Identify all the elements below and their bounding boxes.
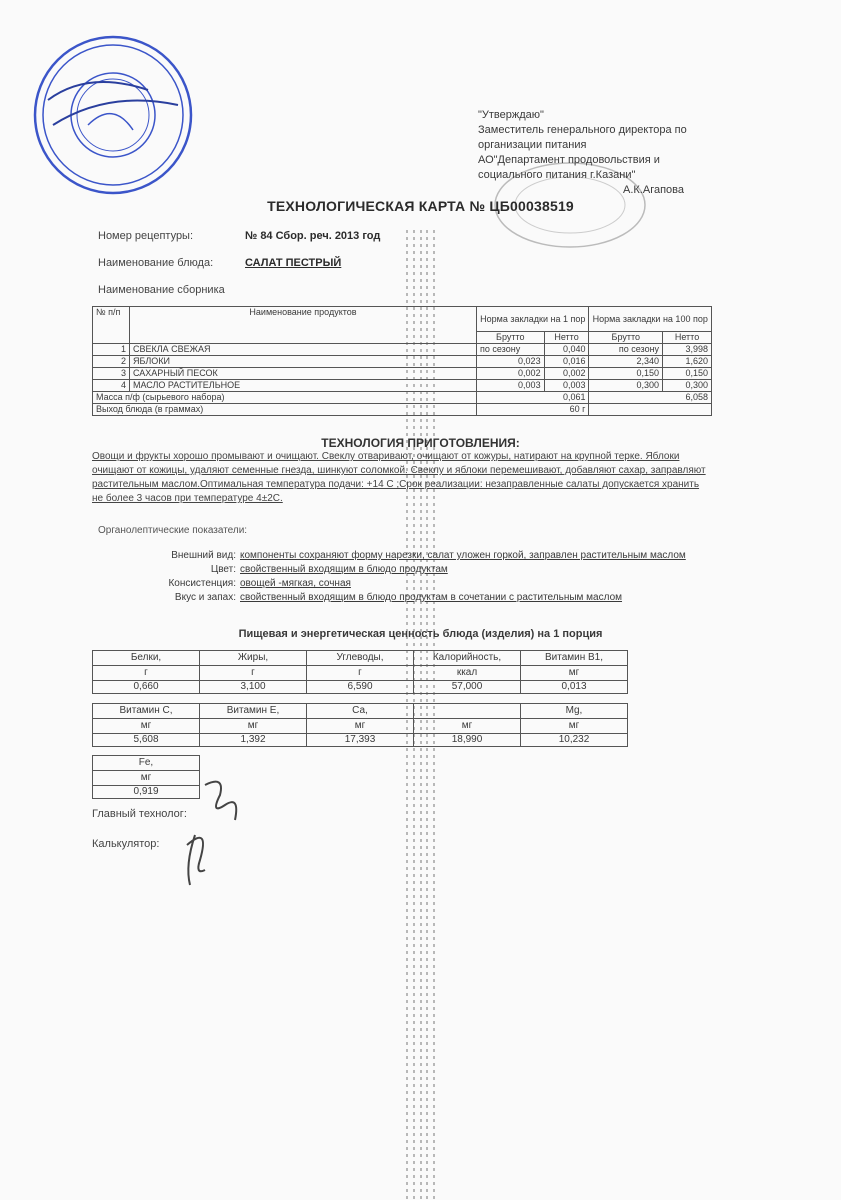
nutrition-table-1 xyxy=(92,650,628,694)
recipe-number-value: № 84 Сбор. реч. 2013 год xyxy=(245,230,381,242)
header-netto-1: Нетто xyxy=(544,332,589,344)
nutrition-table-2 xyxy=(92,703,628,747)
technology-text: Овощи и фрукты хорошо промывают и очищают. Свеклу отваривают, очищают от кожуры, натирают на крупной терке. Яблоки очищают от кожицы, удаляют семенные гнезда, шинкуют соломкой. Свеклу и яблоки перемешивают, добавляют сахар, заправляют растительным маслом.Оптимальная температура подачи: +14 С ;Срок реализации: незаправленные салаты допускается хранить не более 3 часов при температуре 4±2С. xyxy=(92,451,706,504)
nutrient-value: 1,392 xyxy=(200,734,307,747)
calculator-label: Калькулятор: xyxy=(92,838,160,850)
nutrient-value: 10,232 xyxy=(521,734,628,747)
nutrient-unit: мг xyxy=(521,719,628,734)
nutrient-value: 0,660 xyxy=(93,681,200,694)
header-brutto-100: Брутто xyxy=(589,332,663,344)
header-norm-100: Норма закладки на 100 пор xyxy=(589,307,712,332)
organoleptic-label: Органолептические показатели: xyxy=(98,525,248,536)
table-row: 4 МАСЛО РАСТИТЕЛЬНОЕ 0,003 0,003 0,300 0,300 xyxy=(93,380,712,392)
nutrient-name: Калорийность, xyxy=(414,651,521,666)
nutrient-value: 5,608 xyxy=(93,734,200,747)
nutrient-unit: мг xyxy=(93,719,200,734)
nutrient-unit: мг xyxy=(414,719,521,734)
nutrient-value: 17,393 xyxy=(307,734,414,747)
nutrient-name: Витамин Е, xyxy=(200,704,307,719)
approval-signer: А.К.Агапова xyxy=(623,184,684,196)
nutrient-unit: мг xyxy=(200,719,307,734)
nutrient-name: Fe, xyxy=(93,756,200,771)
nutrient-name: Са, xyxy=(307,704,414,719)
recipe-number-label: Номер рецептуры: xyxy=(98,230,194,242)
nutrient-unit: г xyxy=(93,666,200,681)
round-seal-stamp xyxy=(28,30,198,200)
chief-technologist-label: Главный технолог: xyxy=(92,808,187,820)
nutrient-name: Mg, xyxy=(521,704,628,719)
nutrient-unit: ккал xyxy=(414,666,521,681)
nutrient-name: Углеводы, xyxy=(307,651,414,666)
header-num: № п/п xyxy=(93,307,130,344)
approval-line-3: организации питания xyxy=(478,139,587,151)
nutrient-name xyxy=(414,704,521,719)
nutrient-name: Витамин В1, xyxy=(521,651,628,666)
table-row: 2 ЯБЛОКИ 0,023 0,016 2,340 1,620 xyxy=(93,356,712,368)
approval-block xyxy=(478,108,728,198)
list-item: Консистенция: овощей -мягкая, сочная xyxy=(168,578,351,589)
mass-row: Масса п/ф (сырьевого набора) 0,061 6,058 xyxy=(93,392,712,404)
nutrient-unit: мг xyxy=(93,771,200,786)
list-item: Вкус и запах: свойственный входящим в блюдо продуктам в сочетании с растительным маслом xyxy=(174,592,623,603)
header-netto-100: Нетто xyxy=(663,332,712,344)
nutrient-unit: г xyxy=(307,666,414,681)
list-item: Цвет: свойственный входящим в блюдо продуктам xyxy=(210,564,448,575)
nutrient-unit: мг xyxy=(307,719,414,734)
nutrient-name: Витамин С, xyxy=(93,704,200,719)
nutrient-unit: мг xyxy=(521,666,628,681)
organoleptic-list xyxy=(100,549,715,605)
dish-name-value: САЛАТ ПЕСТРЫЙ xyxy=(245,257,342,269)
nutrient-value: 0,013 xyxy=(521,681,628,694)
approval-line-5: социального питания г.Казани" xyxy=(478,169,636,181)
yield-row: Выход блюда (в граммах) 60 г xyxy=(93,404,712,416)
nutrient-value: 3,100 xyxy=(200,681,307,694)
nutrient-value: 18,990 xyxy=(414,734,521,747)
header-norm-1: Норма закладки на 1 пор xyxy=(477,307,589,332)
table-row: 1 СВЕКЛА СВЕЖАЯ по сезону 0,040 по сезону 3,998 xyxy=(93,344,712,356)
nutrition-title: Пищевая и энергетическая ценность блюда (изделия) на 1 порция xyxy=(238,628,603,640)
nutrient-name: Белки, xyxy=(93,651,200,666)
dish-name-label: Наименование блюда: xyxy=(98,257,214,269)
nutrient-unit: г xyxy=(200,666,307,681)
ingredients-table xyxy=(92,306,712,416)
approval-line-2: Заместитель генерального директора по xyxy=(478,124,687,136)
list-item: Внешний вид: компоненты сохраняют форму нарезки, салат уложен горкой, заправлен растительным маслом xyxy=(171,550,686,561)
document-title: ТЕХНОЛОГИЧЕСКАЯ КАРТА № ЦБ00038519 xyxy=(267,198,574,214)
nutrient-value: 0,919 xyxy=(93,786,200,799)
approval-line-4: АО"Департамент продовольствия и xyxy=(478,154,660,166)
collection-label: Наименование сборника xyxy=(98,284,225,296)
nutrient-value: 57,000 xyxy=(414,681,521,694)
handwritten-signature xyxy=(165,775,250,895)
table-row: 3 САХАРНЫЙ ПЕСОК 0,002 0,002 0,150 0,150 xyxy=(93,368,712,380)
header-name: Наименование продуктов xyxy=(130,307,477,344)
nutrient-value: 6,590 xyxy=(307,681,414,694)
nutrient-name: Жиры, xyxy=(200,651,307,666)
approval-line-1: "Утверждаю" xyxy=(478,109,544,121)
header-brutto-1: Брутто xyxy=(477,332,545,344)
technology-title: ТЕХНОЛОГИЯ ПРИГОТОВЛЕНИЯ: xyxy=(321,436,520,450)
